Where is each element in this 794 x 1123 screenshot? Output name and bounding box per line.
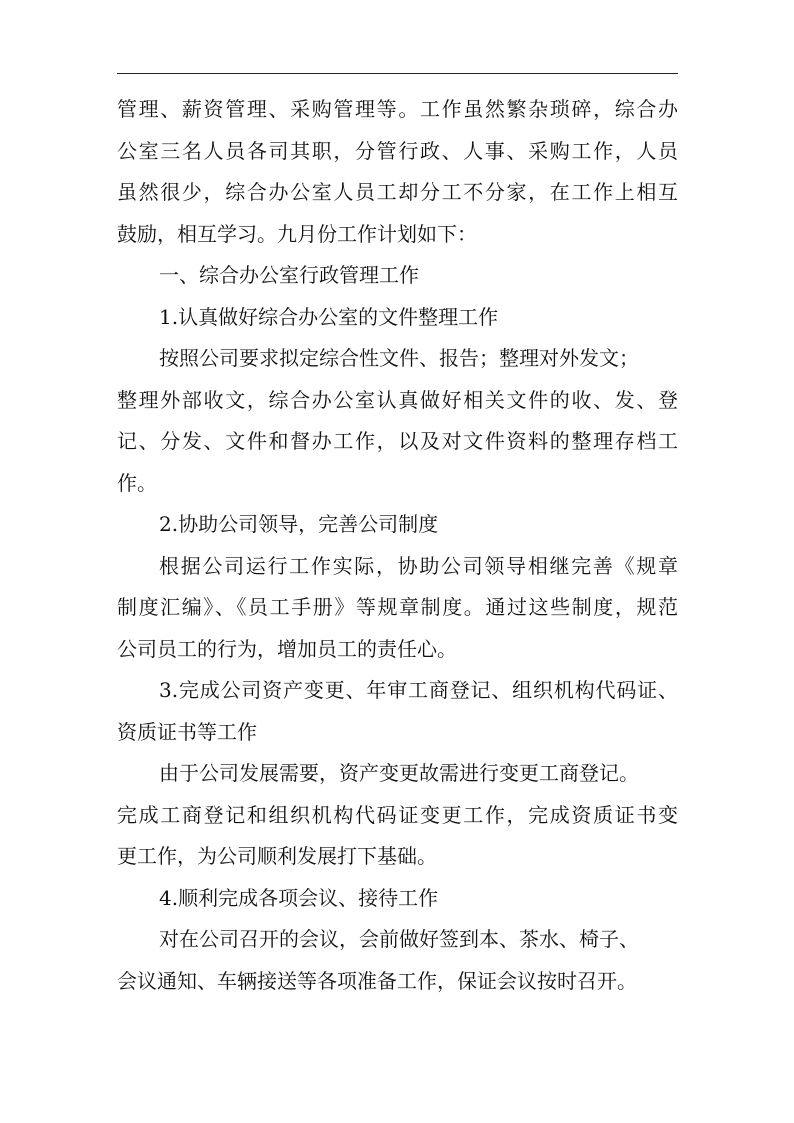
subsection-heading: 4.顺利完成各项会议、接待工作	[159, 885, 439, 910]
text-line: 根据公司运行工作实际，协助公司领导相继完善《规章	[159, 553, 678, 578]
text-line: 更工作，为公司顺利发展打下基础。	[117, 844, 437, 868]
text-line: 管理、薪资管理、采购管理等。工作虽然繁杂琐碎，综合办	[117, 97, 678, 121]
text-line: 按照公司要求拟定综合性文件、报告；整理对外发文；	[159, 346, 639, 370]
subsection-heading: 3.完成公司资产变更、年审工商登记、组织机构代码证、	[159, 678, 678, 702]
text-line: 记、分发、文件和督办工作，以及对文件资料的整理存档工	[117, 429, 678, 453]
section-heading: 一、综合办公室行政管理工作	[159, 263, 419, 287]
text-line: 会议通知、车辆接送等各项准备工作，保证会议按时召开。	[117, 968, 637, 993]
subsection-heading: 1.认真做好综合办公室的文件整理工作	[159, 304, 499, 329]
text-line: 虽然很少，综合办公室人员工却分工不分家，在工作上相互	[117, 180, 678, 204]
text-line: 制度汇编》、《员工手册》等规章制度。通过这些制度，规范	[117, 595, 678, 619]
document-body	[117, 89, 678, 1002]
text-line: 由于公司发展需要，资产变更故需进行变更工商登记。	[159, 761, 639, 785]
subsection-heading: 2.协助公司领导，完善公司制度	[159, 512, 439, 536]
text-line: 对在公司召开的会议，会前做好签到本、茶水、椅子、	[159, 927, 639, 951]
text-line: 完成工商登记和组织机构代码证变更工作，完成资质证书变	[117, 802, 678, 827]
text-line: 鼓励，相互学习。九月份工作计划如下：	[117, 221, 477, 246]
text-line: 资质证书等工作	[117, 719, 257, 744]
text-line: 公司员工的行为，增加员工的责任心。	[117, 636, 457, 661]
text-line: 公室三名人员各司其职，分管行政、人事、采购工作，人员	[117, 138, 678, 163]
text-line: 整理外部收文，综合办公室认真做好相关文件的收、发、登	[117, 387, 678, 412]
header-rule	[117, 73, 678, 74]
text-line: 作。	[117, 470, 157, 495]
